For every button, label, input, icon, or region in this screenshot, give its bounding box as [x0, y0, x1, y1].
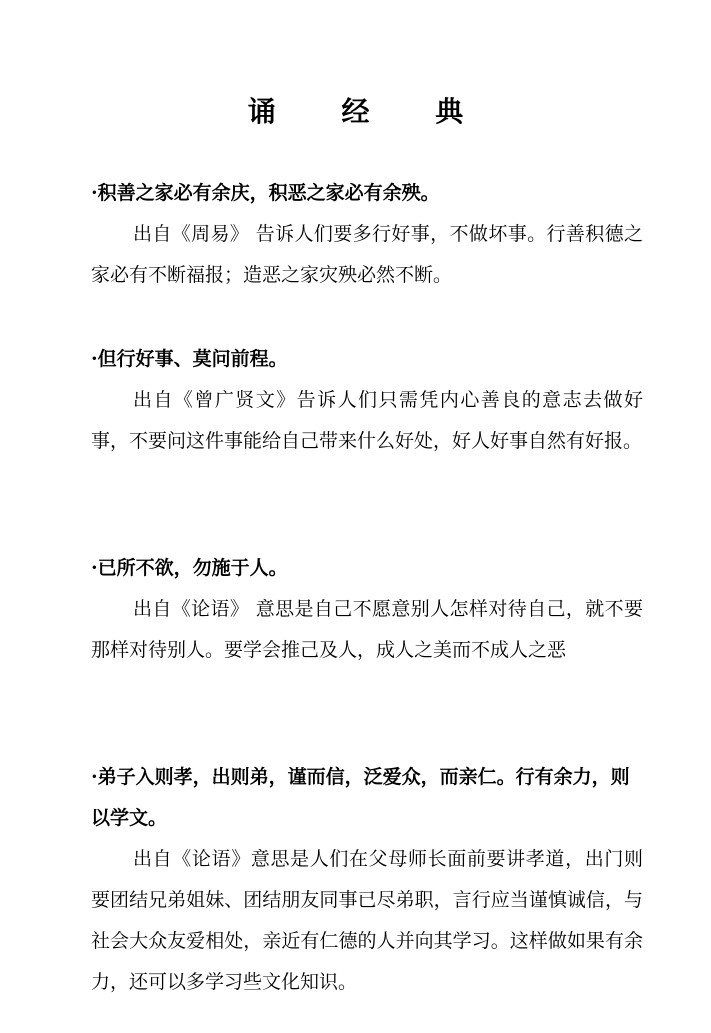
classic-entry	[91, 339, 643, 462]
entry-quote: ·已所不欲，勿施于人。	[91, 557, 288, 579]
entry-quote: ·弟子入则孝，出则弟，谨而信，泛爱众，而亲仁。行有余力，则以学文。	[91, 766, 630, 829]
classic-entry	[91, 548, 643, 671]
classic-entry	[91, 173, 643, 296]
entry-description: 出自《论语》意思是人们在父母师长面前要讲孝道，出门则要团结兄弟姐妹、团结朋友同事已尽弟职，言行应当谨慎诚信，与社会大众友爱相处，亲近有仁德的人并向其学习。这样做如果有余力，还可以多学习些文化知识。	[91, 848, 643, 993]
classic-entry	[91, 757, 643, 1003]
entry-quote: ·积善之家必有余庆，积恶之家必有余殃。	[91, 182, 440, 204]
entry-quote: ·但行好事、莫问前程。	[91, 348, 288, 370]
page-title: 诵 经 典	[247, 95, 492, 128]
entry-description: 出自《论语》 意思是自己不愿意别人怎样对待自己，就不要那样对待别人。要学会推己及人，成人之美而不成人之恶	[91, 598, 643, 661]
entry-description: 出自《周易》 告诉人们要多行好事，不做坏事。行善积德之家必有不断福报；造恶之家灾殃必然不断。	[91, 223, 643, 286]
entry-description: 出自《曾广贤文》告诉人们只需凭内心善良的意志去做好事，不要问这件事能给自己带来什么好处，好人好事自然有好报。	[91, 389, 643, 452]
